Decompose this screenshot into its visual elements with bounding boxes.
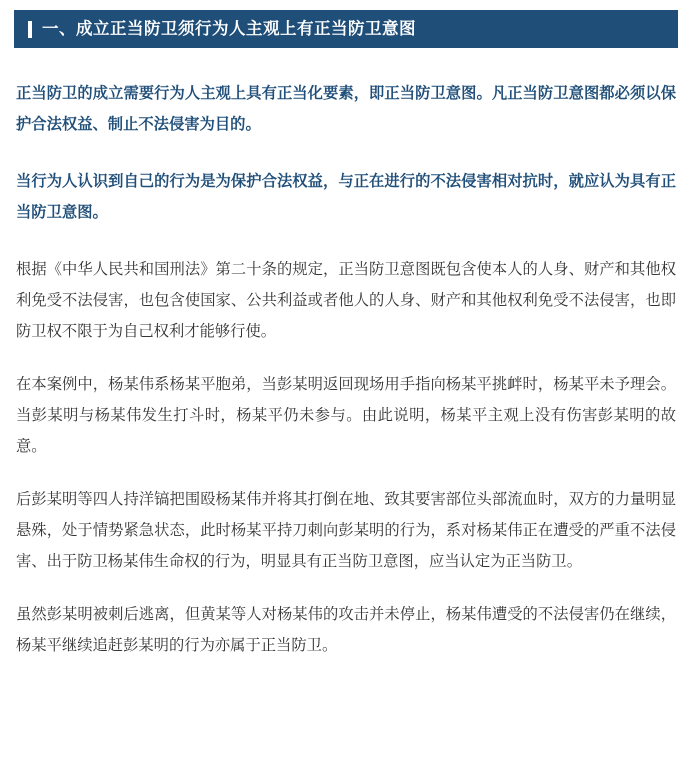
spacer: [16, 48, 676, 78]
paragraph-6: 虽然彭某明被刺后逃离，但黄某等人对杨某伟的攻击并未停止，杨某伟遭受的不法侵害仍在继续，杨某平继续追赶彭某明的行为亦属于正当防卫。: [16, 606, 676, 654]
paragraph-4: 在本案例中，杨某伟系杨某平胞弟，当彭某明返回现场用手指向杨某平挑衅时，杨某平未予理会。当彭某明与杨某伟发生打斗时，杨某平仍未参与。由此说明，杨某平主观上没有伤害彭某明的故意。: [16, 376, 676, 455]
spacer: [16, 577, 676, 599]
document-page: [0, 10, 692, 681]
spacer: [16, 347, 676, 369]
spacer: [16, 228, 676, 254]
paragraph-5: 后彭某明等四人持洋镐把围殴杨某伟并将其打倒在地、致其要害部位头部流血时，双方的力量明显悬殊，处于情势紧急状态，此时杨某平持刀刺向彭某明的行为，系对杨某伟正在遭受的严重不法侵害、出于防卫杨某伟生命权的行为，明显具有正当防卫意图，应当认定为正当防卫。: [16, 491, 676, 570]
paragraph-2: 当行为人认识到自己的行为是为保护合法权益，与正在进行的不法侵害相对抗时，就应认为具有正当防卫意图。: [16, 173, 676, 221]
spacer: [16, 140, 676, 166]
paragraph-1: 正当防卫的成立需要行为人主观上具有正当化要素，即正当防卫意图。凡正当防卫意图都必须以保护合法权益、制止不法侵害为目的。: [16, 85, 676, 133]
section-header: [14, 10, 678, 48]
paragraph-3: 根据《中华人民共和国刑法》第二十条的规定，正当防卫意图既包含使本人的人身、财产和其他权利免受不法侵害，也包含使国家、公共利益或者他人的人身、财产和其他权利免受不法侵害，也即防卫权不限于为自己权利才能够行使。: [16, 261, 676, 340]
header-marker-icon: [28, 21, 32, 38]
page-title: 一、成立正当防卫须行为人主观上有正当防卫意图: [42, 19, 416, 38]
spacer: [16, 462, 676, 484]
document-body: [0, 48, 692, 661]
